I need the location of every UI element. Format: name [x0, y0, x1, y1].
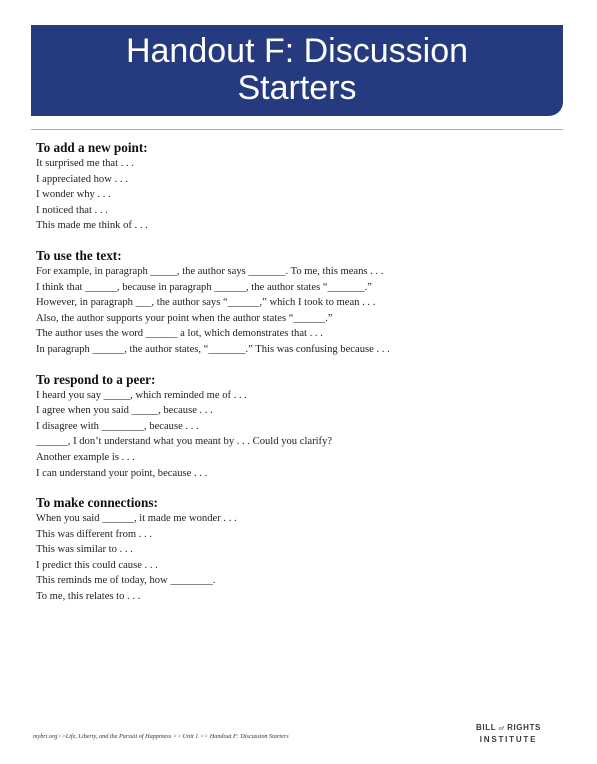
list-item: I disagree with ________, because . . . [36, 420, 199, 432]
list-item: When you said ______, it made me wonder . . . [36, 513, 237, 525]
logo-word-bill: BILL [476, 723, 497, 732]
section-heading: To use the text: [36, 247, 122, 263]
list-item: The author uses the word ______ a lot, which demonstrates that . . . [36, 328, 323, 340]
starter-list [36, 388, 556, 482]
list-item: Also, the author supports your point when the author states “______.” [36, 312, 333, 324]
list-item: Another example is . . . [36, 451, 135, 463]
list-item: It surprised me that . . . [36, 158, 134, 169]
list-item: For example, in paragraph _____, the author says _______. To me, this means . . . [36, 265, 384, 277]
list-item: This made me think of . . . [36, 220, 148, 232]
list-item: I wonder why . . . [36, 189, 111, 201]
starter-list [36, 156, 556, 234]
section-add-new-point [36, 139, 556, 234]
divider-line [31, 129, 563, 130]
list-item: I predict this could cause . . . [36, 559, 158, 571]
section-heading: To add a new point: [36, 140, 148, 155]
section-respond-to-peer [36, 371, 556, 482]
list-item: I heard you say _____, which reminded me of . . . [36, 389, 247, 401]
list-item: I think that ______, because in paragraph ______, the author states “_______.” [36, 281, 372, 293]
discussion-starters [36, 139, 556, 618]
list-item: I appreciated how . . . [36, 173, 128, 185]
list-item: I can understand your point, because . . . [36, 467, 208, 479]
bill-of-rights-institute-logo [471, 723, 546, 753]
list-item: I agree when you said _____, because . . . [36, 405, 213, 417]
list-item: ______, I don’t understand what you meant by . . . Could you clarify? [36, 436, 333, 448]
list-item: This reminds me of today, how ________. [36, 575, 216, 587]
logo-word-institute: INSTITUTE [479, 735, 538, 744]
logo-top-line [471, 723, 546, 734]
list-item: In paragraph ______, the author states, “_______.” This was confusing because . . . [36, 343, 390, 355]
title-banner [31, 25, 563, 116]
section-make-connections [36, 494, 556, 605]
list-item: This was similar to . . . [36, 544, 133, 556]
logo-word-rights: RIGHTS [507, 723, 541, 732]
footer-breadcrumb: mybri.org>>Life, Liberty, and the Pursuit of Happiness >> Unit 1 >> Handout F: Discussion Starters [33, 733, 289, 740]
section-heading: To make connections: [36, 495, 158, 511]
list-item: I noticed that . . . [36, 204, 108, 216]
list-item: To me, this relates to . . . [36, 591, 141, 603]
list-item: However, in paragraph ___, the author says “______,” which I took to mean . . . [36, 297, 376, 309]
section-use-text [36, 247, 556, 358]
page-title-line-1: Handout F: Discussion [125, 32, 469, 70]
section-heading: To respond to a peer: [36, 371, 156, 387]
starter-list [36, 264, 556, 358]
list-item: This was different from . . . [36, 528, 153, 540]
starter-list [36, 511, 556, 605]
page-title-line-2: Starters [237, 69, 357, 107]
logo-word-of: of [498, 726, 505, 732]
